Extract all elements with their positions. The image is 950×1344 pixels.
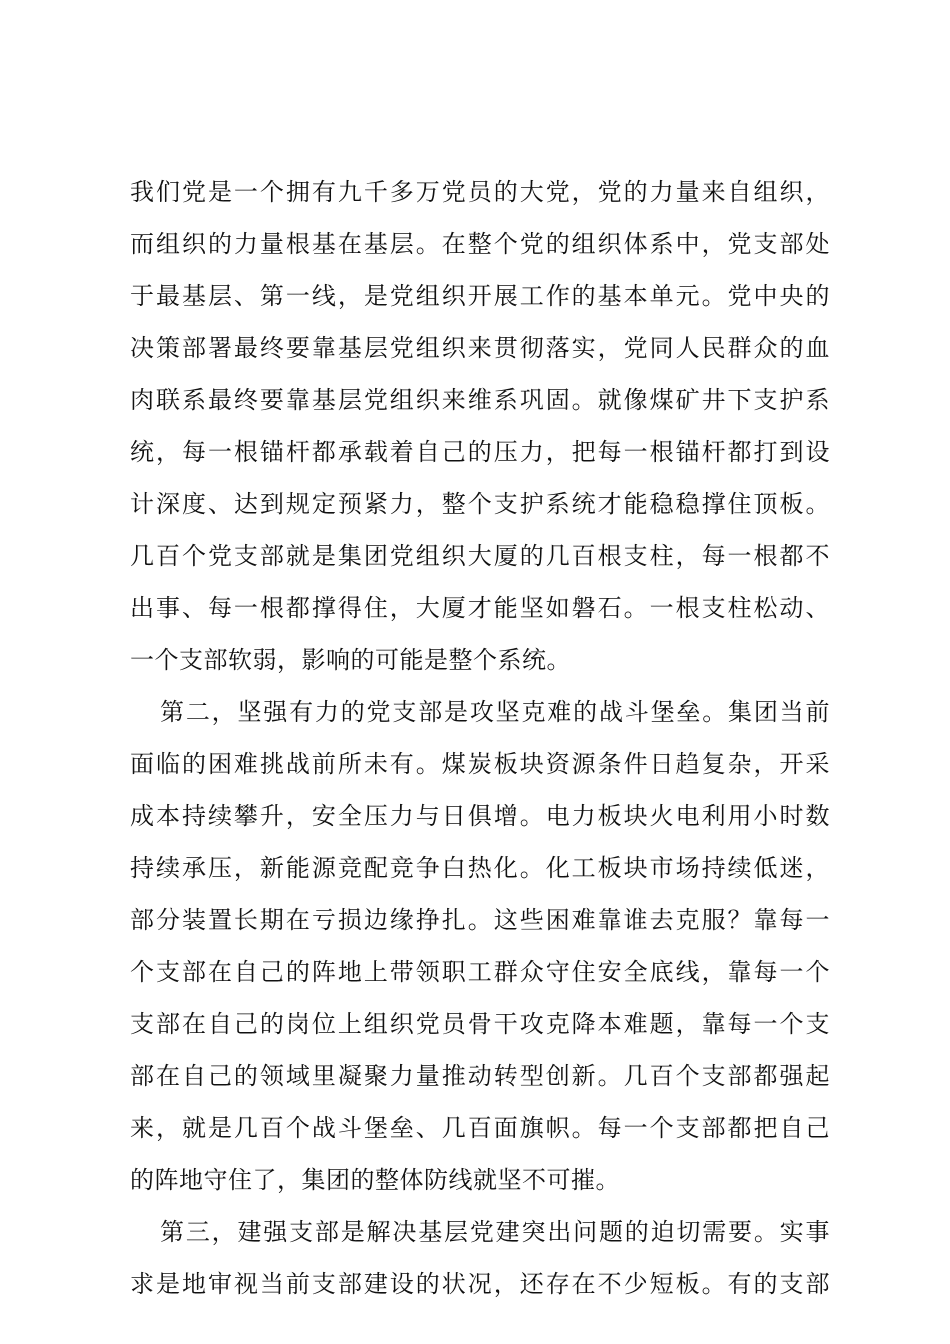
text-line: 成本持续攀升，安全压力与日俱增。电力板块火电利用小时数: [130, 802, 830, 830]
text-line: 部在自己的领域里凝聚力量推动转型创新。几百个支部都强起: [130, 1062, 830, 1090]
text-line: 持续承压，新能源竞配竞争白热化。化工板块市场持续低迷，: [130, 854, 830, 882]
text-line: 统，每一根锚杆都承载着自己的压力，把每一根锚杆都打到设: [130, 438, 830, 466]
text-line: 一个支部软弱，影响的可能是整个系统。: [130, 646, 571, 674]
text-line: 决策部署最终要靠基层党组织来贯彻落实，党同人民群众的血: [130, 334, 830, 362]
document-body: [130, 166, 830, 1310]
text-line: 肉联系最终要靠基层党组织来维系巩固。就像煤矿井下支护系: [130, 386, 830, 414]
text-line: 第二，坚强有力的党支部是攻坚克难的战斗堡垒。集团当前: [160, 698, 830, 726]
text-line: 个支部在自己的阵地上带领职工群众守住安全底线，靠每一个: [130, 958, 830, 986]
text-line: 面临的困难挑战前所未有。煤炭板块资源条件日趋复杂，开采: [130, 750, 830, 778]
text-line: 来，就是几百个战斗堡垒、几百面旗帜。每一个支部都把自己: [130, 1114, 830, 1142]
text-line: 出事、每一根都撑得住，大厦才能坚如磐石。一根支柱松动、: [130, 594, 830, 622]
text-line: 求是地审视当前支部建设的状况，还存在不少短板。有的支部: [130, 1270, 830, 1298]
text-line: 我们党是一个拥有九千多万党员的大党，党的力量来自组织，: [130, 178, 830, 206]
text-line: 部分装置长期在亏损边缘挣扎。这些困难靠谁去克服？靠每一: [130, 906, 830, 934]
paragraph-3: [130, 1206, 830, 1310]
text-line: 几百个党支部就是集团党组织大厦的几百根支柱，每一根都不: [130, 542, 830, 570]
paragraph-1: [130, 166, 830, 686]
text-line: 的阵地守住了，集团的整体防线就坚不可摧。: [130, 1166, 620, 1194]
text-line: 而组织的力量根基在基层。在整个党的组织体系中，党支部处: [130, 230, 830, 258]
text-line: 支部在自己的岗位上组织党员骨干攻克降本难题，靠每一个支: [130, 1010, 830, 1038]
text-line: 于最基层、第一线，是党组织开展工作的基本单元。党中央的: [130, 282, 830, 310]
text-line: 第三，建强支部是解决基层党建突出问题的迫切需要。实事: [160, 1218, 830, 1246]
paragraph-2: [130, 686, 830, 1206]
text-line: 计深度、达到规定预紧力，整个支护系统才能稳稳撑住顶板。: [130, 490, 830, 518]
